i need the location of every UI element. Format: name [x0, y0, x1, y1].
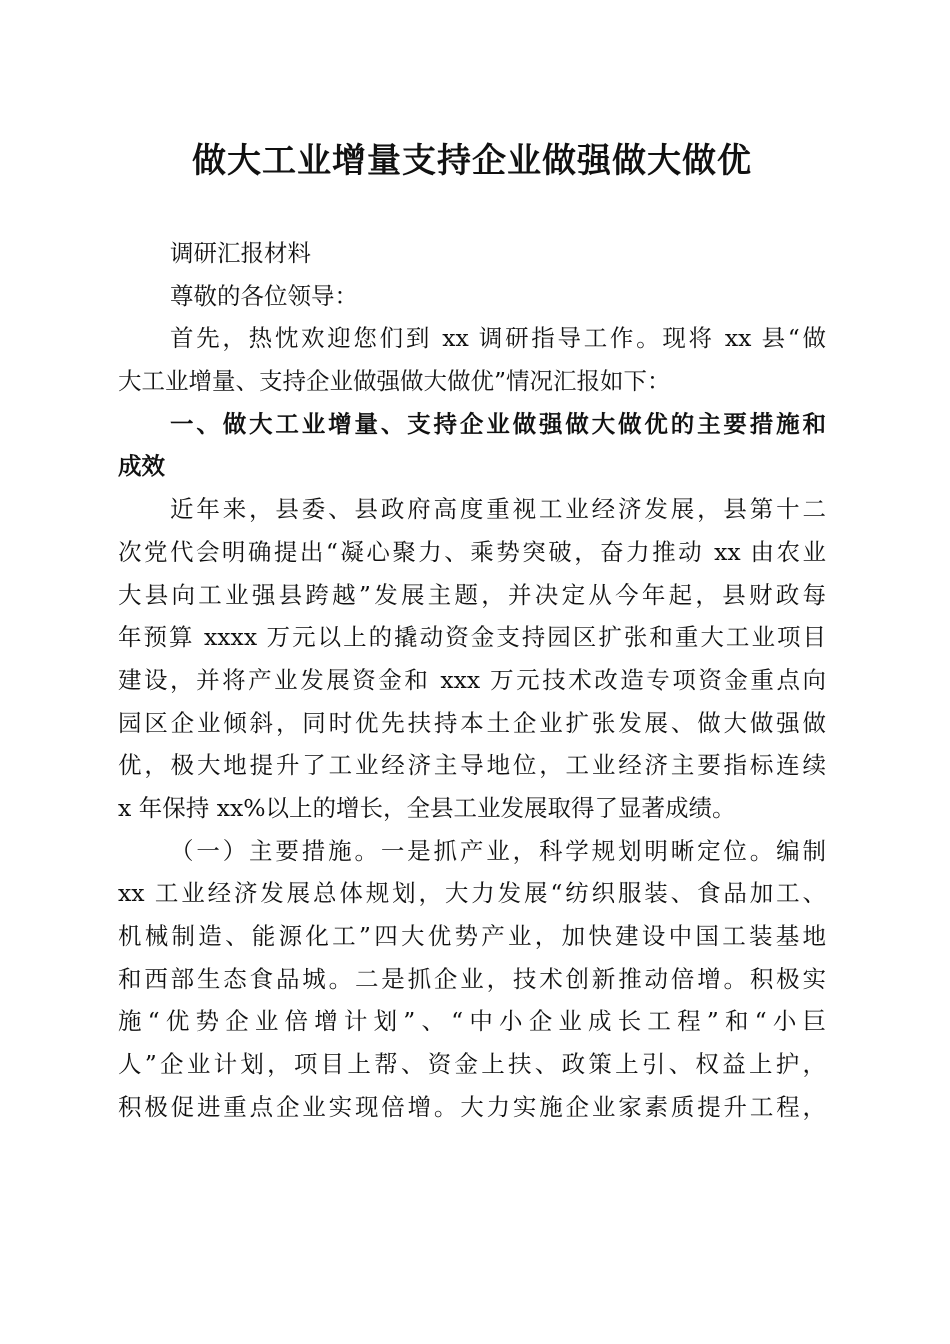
paragraph-line: 园区企业倾斜，同时优先扶持本土企业扩张发展、做大做强做 — [118, 708, 826, 737]
section-heading-line: 一、做大工业增量、支持企业做强做大做优的主要措施和 — [170, 409, 826, 438]
paragraph-line: （一）主要措施。一是抓产业，科学规划明晰定位。编制 — [170, 836, 826, 865]
paragraph-line: 和西部生态食品城。二是抓企业，技术创新推动倍增。积极实 — [118, 964, 826, 993]
document-title: 做大工业增量支持企业做强做大做优 — [192, 141, 752, 181]
paragraph-line: 建设，并将产业发展资金和 xxx 万元技术改造专项资金重点向 — [118, 665, 826, 694]
paragraph-overview — [118, 488, 826, 830]
paragraph-measures — [118, 830, 826, 1129]
intro-paragraph — [118, 317, 826, 402]
paragraph-line: 机械制造、能源化工”四大优势产业，加快建设中国工装基地 — [118, 922, 826, 950]
intro-line: 大工业增量、支持企业做强做大做优”情况汇报如下： — [118, 367, 671, 396]
paragraph-line: x 年保持 xx%以上的增长，全县工业发展取得了显著成绩。 — [118, 793, 736, 822]
intro-line: 首先，热忱欢迎您们到 xx 调研指导工作。现将 xx 县“做 — [170, 324, 826, 353]
paragraph-line: 积极促进重点企业实现倍增。大力实施企业家素质提升工程， — [118, 1092, 826, 1121]
salutation: 尊敬的各位领导： — [170, 281, 358, 310]
paragraph-line: 年预算 xxxx 万元以上的撬动资金支持园区扩张和重大工业项目 — [118, 623, 826, 652]
paragraph-line: xx 工业经济发展总体规划，大力发展“纺织服装、食品加工、 — [118, 879, 826, 908]
paragraph-line: 近年来，县委、县政府高度重视工业经济发展，县第十二 — [170, 495, 826, 524]
paragraph-line: 大县向工业强县跨越”发展主题，并决定从今年起，县财政每 — [118, 580, 826, 609]
document-subtitle: 调研汇报材料 — [170, 239, 311, 267]
section-heading-line: 成效 — [118, 452, 165, 481]
paragraph-line: 人”企业计划，项目上帮、资金上扶、政策上引、权益上护， — [118, 1050, 826, 1079]
section-heading — [118, 403, 826, 488]
paragraph-line: 施“优势企业倍增计划”、“中小企业成长工程”和“小巨 — [118, 1007, 826, 1036]
paragraph-line: 次党代会明确提出“凝心聚力、乘势突破，奋力推动 xx 由农业 — [118, 537, 826, 566]
document-page — [118, 130, 826, 1128]
paragraph-line: 优，极大地提升了工业经济主导地位，工业经济主要指标连续 — [118, 751, 826, 780]
